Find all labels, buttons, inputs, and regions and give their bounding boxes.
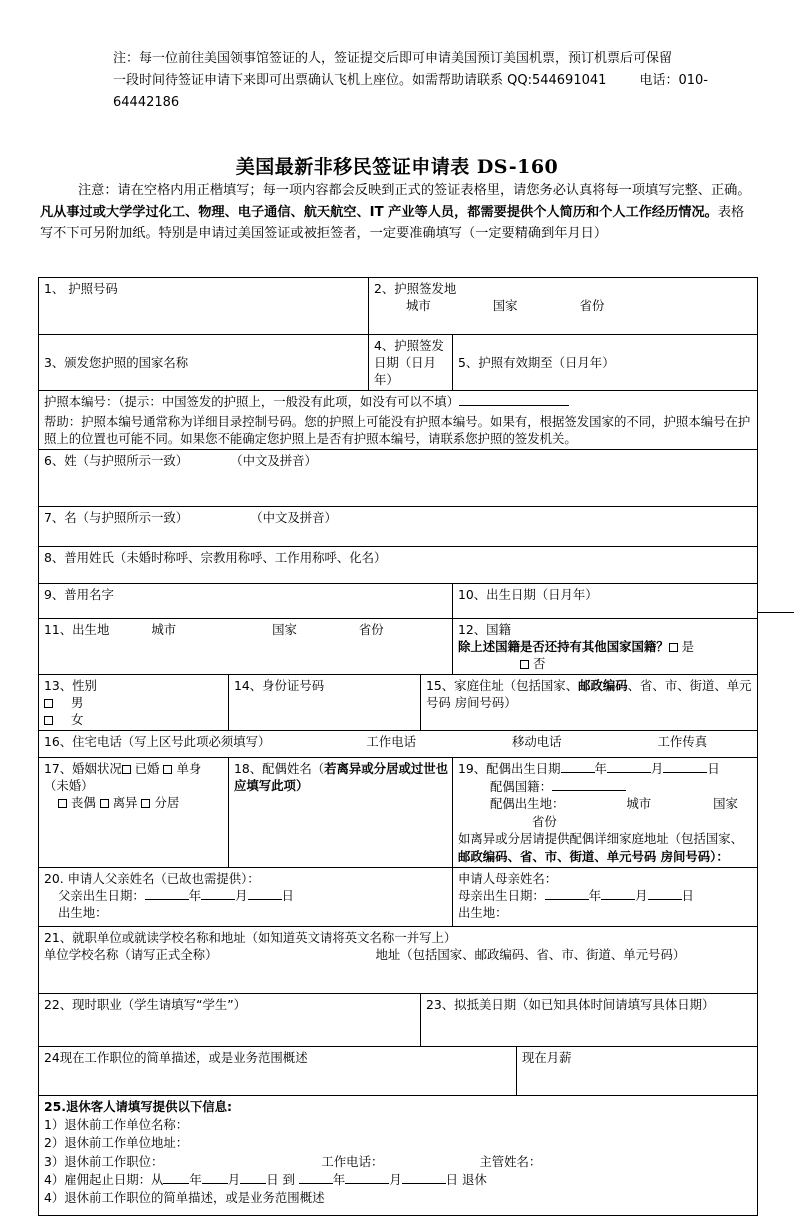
label-q11-country: 国家 — [272, 622, 297, 637]
cell-q19[interactable] — [453, 758, 758, 868]
label-q19-nat: 配偶国籍： — [458, 778, 753, 796]
table-row — [39, 547, 758, 584]
label-q11-city: 城市 — [151, 622, 177, 637]
cell-q9[interactable] — [39, 584, 453, 619]
cell-q24[interactable] — [39, 1047, 517, 1096]
cell-q3[interactable] — [39, 335, 369, 391]
label-q5: 5、护照有效期至（日月年） — [458, 355, 615, 370]
label-q13-female: 女 — [71, 712, 84, 727]
cell-q16[interactable] — [39, 731, 758, 758]
table-row — [39, 675, 758, 731]
checkbox-q17-separated[interactable] — [141, 799, 150, 808]
label-q15-postcode: 邮政编码 — [578, 678, 628, 693]
top-note-line-1: 注：每一位前往美国领事馆签证的人，签证提交后即可申请美国预订美国机票，预订机票后可保留 — [113, 51, 673, 66]
cell-q2[interactable] — [369, 278, 758, 335]
label-passport-book-no: 护照本编号：（提示：中国签发的护照上，一般没有此项，如没有可以不填） — [44, 393, 753, 410]
label-q12-yes: 是 — [681, 639, 695, 654]
label-q20-mother: 申请人母亲姓名： — [458, 871, 558, 886]
label-q22: 22、现时职业（学生请填写“学生”） — [44, 997, 247, 1012]
label-q2: 2、护照签发地 — [374, 281, 457, 296]
label-q12-other-row — [458, 638, 753, 672]
checkbox-q17-widowed[interactable] — [58, 799, 67, 808]
label-q16-fax: 工作传真 — [657, 734, 708, 749]
table-row — [39, 758, 758, 868]
label-q21-addr: 地址（包括国家、邮政编码、省、市、街道、单元号码） — [375, 947, 686, 962]
label-q1: 1、 护照号码 — [44, 281, 118, 296]
cell-passport-book-no[interactable] — [39, 391, 758, 413]
table-row — [39, 1096, 758, 1216]
label-q17: 17、婚姻状况 — [44, 761, 122, 776]
label-q16-work: 工作电话 — [366, 734, 416, 749]
label-q17-married: 已婚 — [134, 761, 160, 776]
cell-q17[interactable] — [39, 758, 229, 868]
label-q6-note: （中文及拼音） — [230, 453, 317, 468]
label-q20-mother-pob: 出生地： — [458, 905, 508, 920]
checkbox-q17-divorced[interactable] — [100, 799, 109, 808]
label-q19-addr: 如离异或分居请提供配偶详细家庭地址（包括国家、邮政编码、省、市、街道、单元号码 房间号码）： — [458, 831, 743, 864]
label-passport-book-help: 帮助：护照本编号通常称为详细目录控制号码。您的护照上可能没有护照本编号。如果有，根据签发国家的不同，护照本编号在护照上的位置也可能不同。如果您不能确定您护照上是否有护照本编号，请联系您护照的签发机关。 — [44, 414, 751, 446]
label-q20-mother-dob: 母亲出生日期： 年 月 日 — [458, 888, 694, 903]
label-q24-salary: 现在月薪 — [522, 1050, 572, 1065]
label-q25-3-tel: 工作电话： — [321, 1153, 384, 1169]
top-note-line-2: 一段时间待签证申请下来即可出票确认飞机上座位。如需帮助请联系 QQ:544691041 电话：010- — [113, 73, 708, 88]
cell-q11[interactable] — [39, 619, 453, 675]
table-row — [39, 391, 758, 413]
checkbox-q12-no[interactable] — [520, 660, 529, 669]
label-q24: 24现在工作职位的简单描述，或是业务范围概述 — [44, 1050, 308, 1065]
label-q25-1: 1）退休前工作单位名称： — [44, 1117, 189, 1133]
table-row — [39, 927, 758, 994]
label-q16-mobile: 移动电话 — [511, 734, 562, 749]
label-q14: 14、身份证号码 — [234, 678, 325, 693]
cell-q20-mother[interactable] — [453, 868, 758, 927]
label-q3: 3、颁发您护照的国家名称 — [44, 355, 189, 370]
option-q13-male[interactable] — [44, 694, 224, 711]
label-q15: 15、家庭住址（包括国家、邮政编码、省、市、街道、单元号码 房间号码） — [426, 678, 752, 710]
label-q21: 21、就职单位或就读学校名称和地址（如知道英文请将英文名称一并写上） — [44, 930, 457, 945]
table-row — [39, 584, 758, 619]
cell-q12[interactable] — [453, 619, 758, 675]
cell-q18[interactable] — [229, 758, 453, 868]
top-note-line-3: 64442186 — [113, 95, 180, 110]
label-q9: 9、普用名字 — [44, 587, 114, 602]
label-q23: 23、拟抵美日期（如已知具体时间请填写具体日期） — [426, 997, 715, 1012]
label-q19-postcode: 邮政编码 — [458, 848, 508, 864]
label-q2-city: 城市 — [406, 298, 431, 313]
top-note — [113, 48, 738, 114]
label-q25-4: 4）雇佣起止日期：从 年 月 日 到 年 月 日 退休 — [44, 1171, 487, 1187]
page-title: 美国最新非移民签证申请表 DS-160 — [235, 156, 559, 178]
table-row — [39, 507, 758, 547]
cell-q21[interactable] — [39, 927, 758, 994]
cell-q4[interactable] — [369, 335, 453, 391]
label-q2-country: 国家 — [492, 298, 518, 313]
cell-q20-father[interactable] — [39, 868, 453, 927]
table-row — [39, 868, 758, 927]
label-q12-no: 否 — [533, 656, 546, 671]
cell-q22[interactable] — [39, 994, 421, 1047]
label-q7-note: （中文及拼音） — [250, 510, 337, 525]
label-q10: 10、出生日期（日月年） — [458, 587, 598, 602]
cell-q13[interactable] — [39, 675, 229, 731]
label-q20-father-dob: 父亲出生日期： 年 月 日 — [58, 888, 294, 903]
label-q2-province: 省份 — [579, 298, 605, 313]
label-q19-pob: 配偶出生地： 城市 国家省份 — [490, 796, 738, 829]
cell-passport-book-help — [39, 412, 758, 450]
label-q2-sub — [374, 297, 753, 314]
checkbox-q12-yes[interactable] — [669, 643, 678, 652]
label-q16-row — [44, 733, 753, 750]
option-q13-female[interactable] — [44, 711, 224, 728]
label-q17-divorced: 离异 — [112, 795, 138, 810]
label-q17-single: 单身（未婚） — [44, 761, 202, 793]
label-q4: 4、护照签发日期（日月年） — [374, 338, 444, 387]
label-q13: 13、性别 — [44, 678, 97, 693]
checkbox-q17-single[interactable] — [163, 765, 172, 774]
table-row — [39, 450, 758, 507]
label-q8: 8、普用姓氏（未婚时称呼、宗教用称呼、工作用称呼、化名） — [44, 550, 387, 565]
cell-q14[interactable] — [229, 675, 421, 731]
label-q25-3: 3）退休前工作职位： 工作电话： 主管姓名： — [44, 1153, 542, 1169]
table-row — [39, 278, 758, 335]
cell-q24-salary[interactable] — [517, 1047, 758, 1096]
label-q17-more — [44, 794, 224, 811]
label-q13-male: 男 — [71, 695, 84, 710]
visa-form-table — [38, 277, 758, 1216]
cell-q23[interactable] — [421, 994, 758, 1047]
label-q16: 16、住宅电话（写上区号此项必须填写） — [44, 734, 271, 749]
notice-part-1: 注意：请在空格内用正楷填写；每一项内容都会反映到正式的签证表格里，请您务必认真将每一项填写完整、正确。 — [78, 183, 751, 198]
label-q11-province: 省份 — [358, 622, 384, 637]
label-q12-other: 除上述国籍是否还持有其他国家国籍？ — [458, 639, 669, 654]
cell-q10[interactable] — [453, 584, 758, 619]
label-q17-separated: 分居 — [154, 795, 180, 810]
table-row — [39, 994, 758, 1047]
checkbox-q13-female[interactable] — [44, 716, 53, 725]
label-q18-bold: 若离异或分居或过世也应填写此项） — [234, 761, 449, 793]
checkbox-q17-married[interactable] — [122, 765, 131, 774]
notice-part-bold: 凡从事过或大学学过化工、物理、电子通信、航天航空、IT 产业等人员，都需要提供个人简历和个人工作经历情况。 — [40, 204, 718, 220]
table-row — [39, 412, 758, 450]
cell-q6[interactable] — [39, 450, 758, 507]
cell-q5[interactable] — [453, 335, 758, 391]
label-q17-widowed: 丧偶 — [71, 795, 96, 810]
cell-q25[interactable] — [39, 1096, 758, 1216]
cell-q7[interactable] — [39, 507, 758, 547]
label-q21-name: 单位学校名称（请写正式全称） — [44, 947, 218, 962]
stray-rule — [757, 612, 794, 613]
table-row — [39, 619, 758, 675]
notice-part-2: 表格写不下可另附加纸。特别是申请过美国签证或被拒签者，一定要准确填写（一定要精确到年月日） — [40, 204, 745, 241]
label-q7: 7、名（与护照所示一致） （中文及拼音） — [44, 510, 337, 525]
table-row — [39, 1047, 758, 1096]
label-q6: 6、姓（与护照所示一致） （中文及拼音） — [44, 453, 317, 468]
label-q19-dob: 19、配偶出生日期 年 月 日 — [458, 761, 720, 776]
label-q11: 11、出生地 城市 国家 省份 — [44, 622, 384, 637]
label-q17-row — [44, 760, 224, 794]
label-q25-2: 2）退休前工作单位地址： — [44, 1135, 189, 1151]
label-q20-father-pob: 出生地： — [58, 905, 108, 920]
table-row — [39, 731, 758, 758]
notice-paragraph — [40, 180, 754, 245]
cell-q8[interactable] — [39, 547, 758, 584]
label-q18: 18、配偶姓名（若离异或分居或过世也应填写此项） — [234, 761, 449, 793]
label-q12: 12、国籍 — [458, 622, 511, 637]
table-row — [39, 335, 758, 391]
checkbox-q13-male[interactable] — [44, 699, 53, 708]
label-q21-sub — [44, 946, 753, 963]
label-q25-head: 25.退休客人请填写提供以下信息: — [44, 1099, 232, 1114]
label-q25-3-mgr: 主管姓名： — [479, 1153, 542, 1169]
cell-q1[interactable] — [39, 278, 369, 335]
label-q25-5: 4）退休前工作职位的简单描述，或是业务范围概述 — [44, 1190, 325, 1206]
cell-q15[interactable] — [421, 675, 758, 731]
label-q20-father: 20. 申请人父亲姓名（已故也需提供）： — [44, 871, 260, 886]
